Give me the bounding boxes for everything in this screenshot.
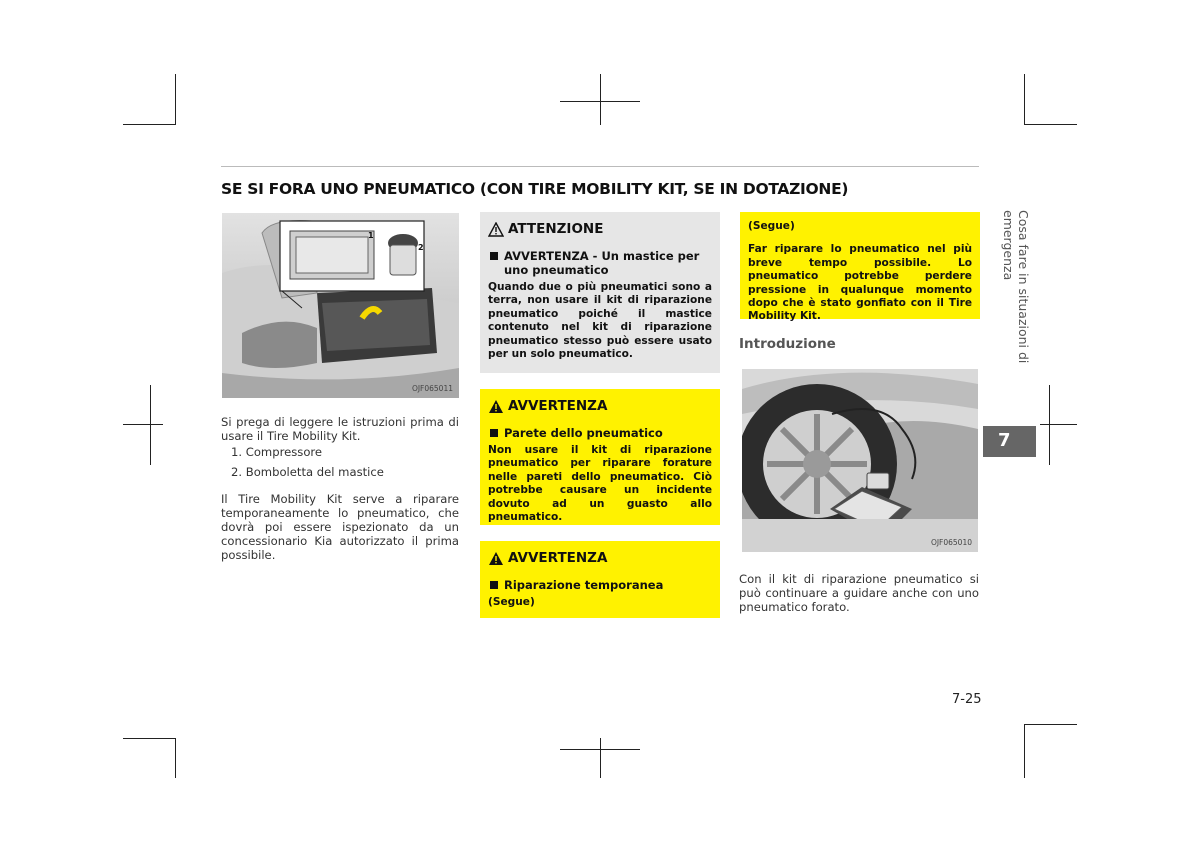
intro-paragraph: [221, 415, 459, 479]
header-rule: [221, 166, 979, 167]
introduzione-paragraph: Con il kit di riparazione pneumatico si può continuare a guidare anche con uno pneumatico forato.: [739, 572, 979, 614]
description-paragraph: Il Tire Mobility Kit serve a riparare temporaneamente lo pneumatico, che dovrà poi essere ispezionato da un concessionario Kia autorizzato il prima possibile.: [221, 492, 459, 562]
crop-mark: [123, 424, 163, 425]
continued-label: (Segue): [488, 596, 535, 608]
warning-triangle-icon: [488, 551, 504, 566]
callout-1: 1: [368, 231, 374, 240]
continued-label: (Segue): [748, 220, 795, 232]
crop-mark: [175, 738, 176, 778]
chapter-tab: 7: [983, 426, 1036, 457]
crop-mark: [1040, 424, 1077, 425]
page-title: SE SI FORA UNO PNEUMATICO (CON TIRE MOBILITY KIT, SE IN DOTAZIONE): [221, 180, 849, 198]
crop-mark: [600, 74, 601, 125]
warning-subheading-text: Parete dello pneumatico: [504, 426, 663, 440]
caution-box: [480, 212, 720, 373]
wheel-figure: [742, 369, 978, 552]
caution-heading-text: ATTENZIONE: [508, 221, 604, 237]
caution-body: Quando due o più pneumatici sono a terra, non usare il kit di riparazione pneumatico poiché il mastice contenuto nel kit di riparazione pneumatico stesso può essere usato per un solo pneumatico.: [488, 281, 712, 361]
caution-subheading: [488, 249, 712, 277]
warning-box-continued: [480, 541, 720, 618]
warning-heading-text: AVVERTENZA: [508, 550, 608, 566]
crop-mark: [123, 738, 176, 739]
warning-triangle-icon: [488, 399, 504, 414]
intro-text: Si prega di leggere le istruzioni prima di usare il Tire Mobility Kit.: [221, 415, 459, 443]
crop-mark: [1049, 385, 1050, 465]
warning-heading-text: AVVERTENZA: [508, 398, 608, 414]
caution-heading: [488, 221, 712, 237]
warning-subheading-text: Riparazione temporanea: [504, 578, 664, 592]
page-number: 7-25: [952, 692, 982, 707]
crop-mark: [560, 749, 640, 750]
crop-mark: [1024, 74, 1025, 125]
bullet-square-icon: [490, 429, 498, 437]
warning-heading: [488, 398, 712, 414]
figure-code: OJF065010: [930, 538, 972, 547]
crop-mark: [175, 74, 176, 125]
list-item: 1. Compressore: [231, 445, 323, 459]
crop-mark: [560, 101, 640, 102]
list-item: 2. Bomboletta del mastice: [231, 465, 384, 479]
section-heading: Introduzione: [739, 336, 836, 352]
chapter-side-label: Cosa fare in situazioni di emergenza: [1001, 210, 1031, 364]
caution-subheading-text: AVVERTENZA - Un mastice per uno pneumatico: [504, 249, 700, 277]
warning-box: [480, 389, 720, 525]
crop-mark: [150, 385, 151, 465]
crop-mark: [600, 738, 601, 778]
continued-warning-box: [740, 212, 980, 323]
trunk-figure: [222, 213, 459, 398]
warning-body: Non usare il kit di riparazione pneumatico per riparare forature nelle pareti dello pneumatico. Ciò potrebbe causare un incidente dovuto ad un guasto allo pneumatico.: [488, 444, 712, 524]
crop-mark: [1024, 724, 1077, 725]
warning-subheading: [488, 578, 712, 592]
callout-2: 2: [418, 243, 424, 252]
figure-code: OJF065011: [411, 384, 453, 393]
crop-mark: [123, 124, 176, 125]
bullet-square-icon: [490, 252, 498, 260]
continued-body: Far riparare lo pneumatico nel più breve tempo possibile. Lo pneumatico potrebbe perdere pressione in qualunque momento dopo che è stato gonfiato con il Tire Mobility Kit.: [748, 243, 972, 323]
warning-triangle-icon: [488, 222, 504, 237]
bullet-square-icon: [490, 581, 498, 589]
crop-mark: [1024, 124, 1077, 125]
warning-heading: [488, 550, 712, 566]
crop-mark: [1024, 724, 1025, 778]
warning-subheading: [488, 426, 712, 440]
